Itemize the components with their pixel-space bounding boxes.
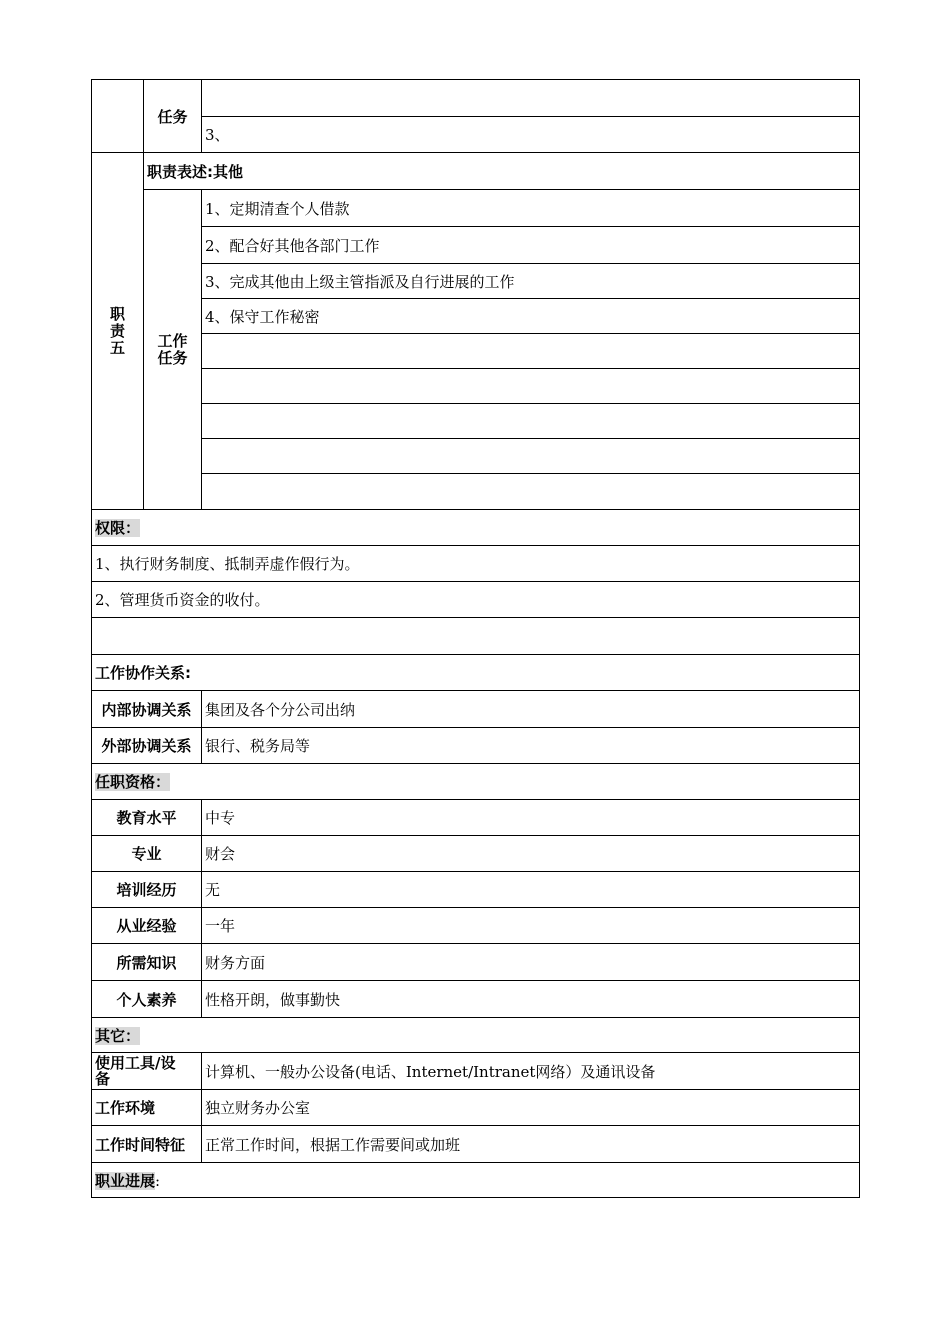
tools-equipment-value: 计算机、一般办公设备(电话、Internet/Intranet网络）及通讯设备 <box>202 1053 860 1090</box>
major-label: 专业 <box>92 836 202 872</box>
duty-task-row <box>202 474 860 510</box>
other-heading: 其它： <box>92 1018 860 1053</box>
work-task-label: 工作 任务 <box>144 190 202 510</box>
work-time-label: 工作时间特征 <box>92 1126 202 1163</box>
work-time-value: 正常工作时间，根据工作需要间或加班 <box>202 1126 860 1163</box>
work-environment-value: 独立财务办公室 <box>202 1090 860 1126</box>
cooperation-heading: 工作协作关系: <box>92 655 860 691</box>
duty-task-row <box>202 439 860 474</box>
experience-label: 从业经验 <box>92 908 202 944</box>
duty-five-label: 职 责 五 <box>92 153 144 510</box>
personal-quality-label: 个人素养 <box>92 981 202 1018</box>
training-value: 无 <box>202 872 860 908</box>
career-heading: 职业进展: <box>92 1163 860 1198</box>
knowledge-label: 所需知识 <box>92 944 202 981</box>
duty-task-row: 3、完成其他由上级主管指派及自行进展的工作 <box>202 264 860 299</box>
knowledge-value: 财务方面 <box>202 944 860 981</box>
experience-value: 一年 <box>202 908 860 944</box>
duty-task-row <box>202 334 860 369</box>
education-label: 教育水平 <box>92 800 202 836</box>
education-value: 中专 <box>202 800 860 836</box>
duty-task-row <box>202 369 860 404</box>
duty-task-row: 2、配合好其他各部门工作 <box>202 227 860 264</box>
prev-section-label-cell <box>92 80 144 153</box>
major-value: 财会 <box>202 836 860 872</box>
authority-item <box>92 618 860 655</box>
duty-task-row: 1、定期清查个人借款 <box>202 190 860 227</box>
tools-equipment-label: 使用工具/设 备 <box>92 1053 202 1090</box>
job-description-table <box>91 79 860 1198</box>
prev-task-row: 3、 <box>202 117 860 153</box>
duty-task-row <box>202 404 860 439</box>
internal-coordination-value: 集团及各个分公司出纳 <box>202 691 860 728</box>
work-environment-label: 工作环境 <box>92 1090 202 1126</box>
prev-task-label: 任务 <box>144 80 202 153</box>
duty-task-row: 4、保守工作秘密 <box>202 299 860 334</box>
duty-five-description: 职责表述:其他 <box>144 153 860 190</box>
authority-item: 2、管理货币资金的收付。 <box>92 582 860 618</box>
qualifications-heading: 任职资格： <box>92 764 860 800</box>
external-coordination-label: 外部协调关系 <box>92 728 202 764</box>
training-label: 培训经历 <box>92 872 202 908</box>
authority-heading: 权限： <box>92 510 860 546</box>
internal-coordination-label: 内部协调关系 <box>92 691 202 728</box>
prev-task-row <box>202 80 860 117</box>
personal-quality-value: 性格开朗，做事勤快 <box>202 981 860 1018</box>
external-coordination-value: 银行、税务局等 <box>202 728 860 764</box>
authority-item: 1、执行财务制度、抵制弄虚作假行为。 <box>92 546 860 582</box>
